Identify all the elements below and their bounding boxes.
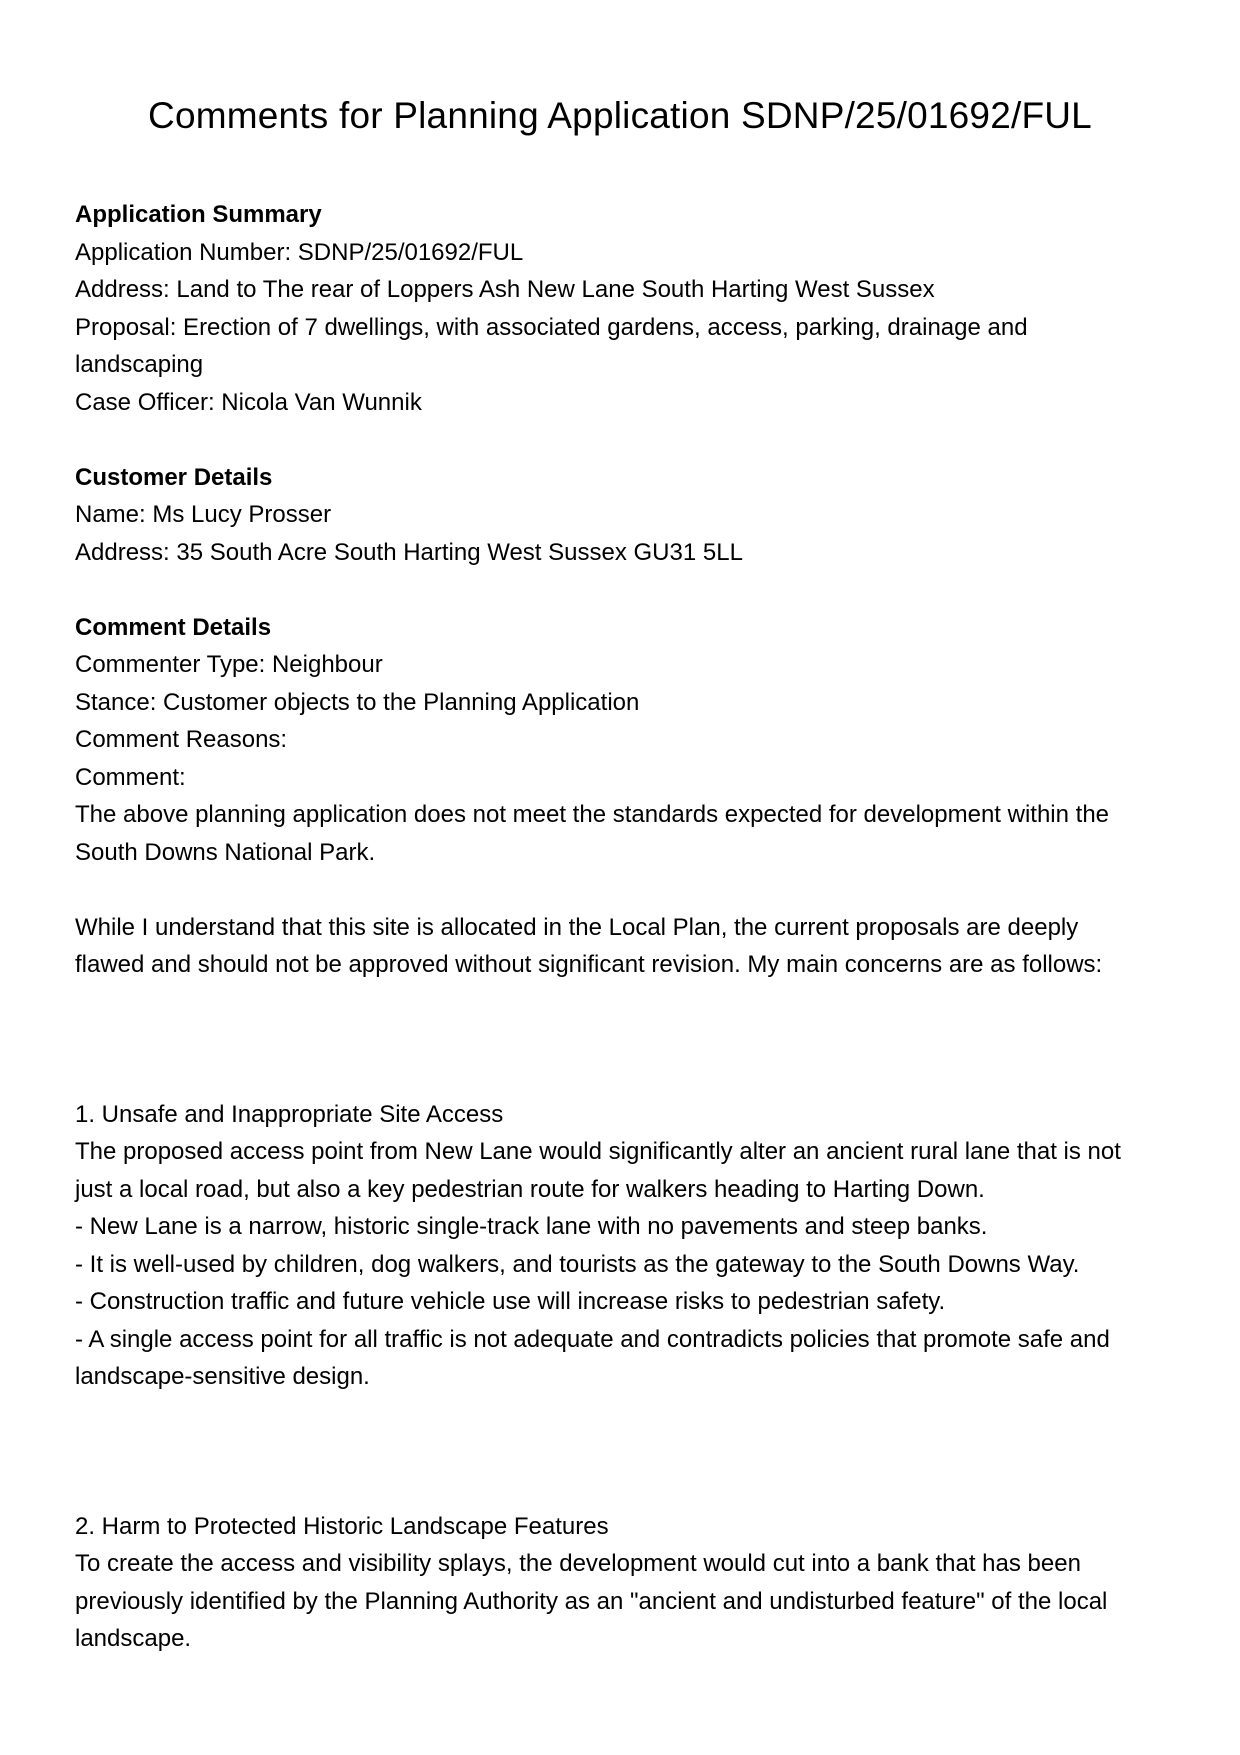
application-number: Application Number: SDNP/25/01692/FUL (75, 238, 524, 266)
point-1-section (75, 1096, 1175, 1396)
comment-para1-line1: The above planning application does not meet the standards expected for development within the (75, 801, 1110, 828)
point-1-bullet1: - New Lane is a narrow, historic single-track lane with no pavements and steep banks. (75, 1213, 988, 1240)
comment-details-heading: Comment Details (75, 613, 272, 641)
customer-address: Address: 35 South Acre South Harting West Sussex GU31 5LL (75, 538, 743, 566)
point-2-line2: previously identified by the Planning Authority as an "ancient and undisturbed feature" of the local (75, 1587, 1108, 1615)
comment-para1-line2: South Downs National Park. (75, 838, 376, 866)
point-1-bullet2: - It is well-used by children, dog walkers, and tourists as the gateway to the South Downs Way. (75, 1250, 1080, 1278)
application-summary-heading: Application Summary (75, 201, 322, 228)
customer-name: Name: Ms Lucy Prosser (75, 501, 332, 528)
point-1-bullet4-line1: - A single access point for all traffic is not adequate and contradicts policies that promote safe and (75, 1325, 1110, 1353)
comment-details-section (75, 609, 1175, 984)
comment-para2-line2: flawed and should not be approved without significant revision. My main concerns are as follows: (75, 951, 1103, 978)
point-1-bullet4-line2: landscape-sensitive design. (75, 1363, 370, 1390)
comment-label: Comment: (75, 763, 186, 791)
comment-para2-line1: While I understand that this site is allocated in the Local Plan, the current proposals are deeply (75, 913, 1079, 941)
point-2-line3: landscape. (75, 1625, 192, 1652)
case-officer: Case Officer: Nicola Van Wunnik (75, 388, 422, 416)
document-body (75, 196, 1175, 1658)
stance: Stance: Customer objects to the Planning Application (75, 688, 640, 716)
point-1-bullet3: - Construction traffic and future vehicle use will increase risks to pedestrian safety. (75, 1288, 946, 1315)
point-2-section (75, 1508, 1175, 1658)
point-2-line1: To create the access and visibility splays, the development would cut into a bank that has been (75, 1550, 1081, 1577)
commenter-type: Commenter Type: Neighbour (75, 651, 383, 678)
point-1-heading: 1. Unsafe and Inappropriate Site Access (75, 1100, 504, 1128)
comment-reasons: Comment Reasons: (75, 726, 288, 753)
proposal-line-1: Proposal: Erection of 7 dwellings, with associated gardens, access, parking, drainage and (75, 313, 1028, 341)
application-summary-section (75, 196, 1175, 421)
application-address: Address: Land to The rear of Loppers Ash New Lane South Harting West Sussex (75, 276, 935, 303)
point-1-line1: The proposed access point from New Lane would significantly alter an ancient rural lane that is not (75, 1138, 1121, 1165)
page-title: Comments for Planning Application SDNP/25/01692/FUL (148, 95, 1092, 136)
point-2-heading: 2. Harm to Protected Historic Landscape Features (75, 1512, 609, 1540)
customer-details-section (75, 459, 1175, 572)
proposal-line-2: landscaping (75, 351, 204, 378)
customer-details-heading: Customer Details (75, 463, 273, 491)
point-1-line2: just a local road, but also a key pedestrian route for walkers heading to Harting Down. (75, 1175, 985, 1203)
